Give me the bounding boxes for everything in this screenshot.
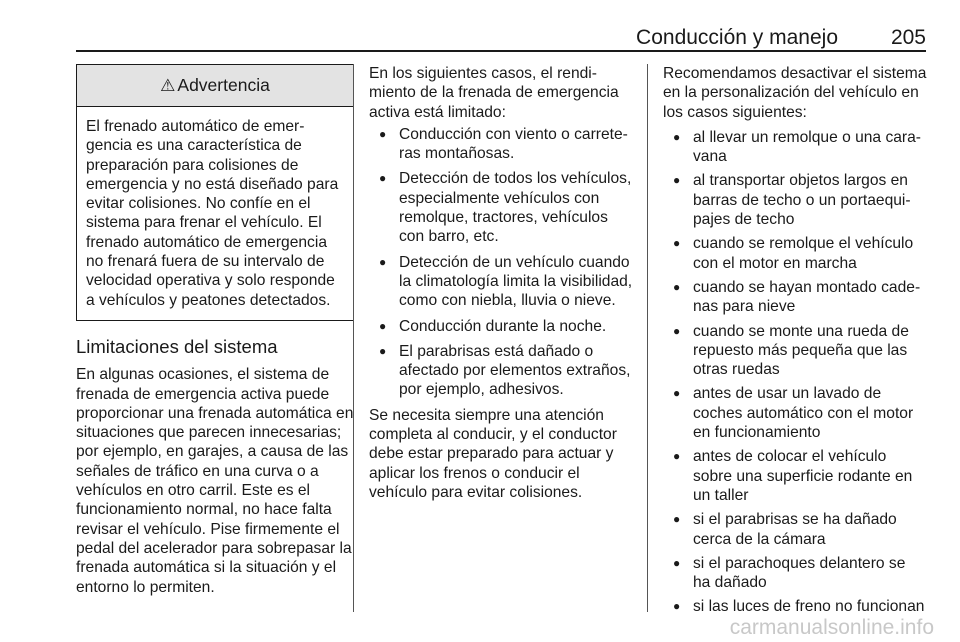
column-2 bbox=[369, 64, 633, 502]
limitations-list bbox=[369, 125, 633, 400]
column-divider-2 bbox=[647, 64, 648, 612]
column2-outro: Se necesita siempre una atención completa al conducir, y el conductor debe estar preparado para actuar y aplicar los frenos o conducir el vehículo para evitar colisiones. bbox=[369, 406, 617, 501]
list-item: ● cuando se remolque el vehículo con el motor en marcha bbox=[663, 234, 927, 273]
column-divider-1 bbox=[353, 64, 354, 612]
list-item: ● antes de usar un lavado de coches automático con el motor en funcionamiento bbox=[663, 384, 927, 442]
warning-triangle-icon: ⚠ bbox=[160, 75, 176, 95]
warning-header bbox=[77, 65, 353, 107]
deactivation-list bbox=[663, 128, 927, 617]
list-item: ● al llevar un remolque o una caravana bbox=[663, 128, 927, 167]
page-header bbox=[76, 18, 926, 52]
list-item: ● cuando se hayan montado cadenas para nieve bbox=[663, 278, 927, 317]
list-item: ● Conducción durante la noche. bbox=[369, 317, 633, 336]
chapter-title: Conducción y manejo bbox=[636, 26, 838, 49]
column3-intro: Recomendamos desactivar el sistema en la personalización del vehículo en los casos siguientes: bbox=[663, 65, 927, 121]
warning-box bbox=[76, 64, 354, 321]
column-1 bbox=[76, 64, 354, 597]
column2-intro: En los siguientes casos, el rendimiento de la frenada de emergencia activa está limitado: bbox=[369, 65, 619, 121]
list-item: ● Detección de un vehículo cuando la climatología limita la visibilidad, como con niebla, lluvia o nieve. bbox=[369, 253, 633, 311]
list-item: ● al transportar objetos largos en barras de techo o un portaequipajes de techo bbox=[663, 171, 927, 229]
warning-title: Advertencia bbox=[177, 74, 270, 95]
list-item: ● Detección de todos los vehículos, especialmente vehículos con remolque, tractores, vehículos con barro, etc. bbox=[369, 169, 633, 246]
section-paragraph: En algunas ocasiones, el sistema de frenada de emergencia activa puede proporcionar una frenada automática en situaciones que parecen innecesarias; por ejemplo, en garajes, a causa de las señales de tráfico en una curva o a vehículos en otro carril. Este es el funcionamiento normal, no hace falta revisar el vehículo. Pise firmemente el pedal del acelerador para sobrepasar la frenada automática si la situación y el entorno lo permiten. bbox=[76, 366, 354, 596]
column-3 bbox=[663, 64, 927, 622]
list-item: ● si el parabrisas se ha dañado cerca de la cámara bbox=[663, 510, 927, 549]
list-item: ● Conducción con viento o carreteras montañosas. bbox=[369, 125, 633, 164]
list-item: ● si las luces de freno no funcionan bbox=[663, 597, 927, 616]
page-number: 205 bbox=[890, 26, 926, 49]
list-item: ● antes de colocar el vehículo sobre una superficie rodante en un taller bbox=[663, 447, 927, 505]
watermark: carmanualsonline.info bbox=[729, 616, 934, 639]
list-item: ● El parabrisas está dañado o afectado por elementos extraños, por ejemplo, adhesivos. bbox=[369, 342, 633, 400]
section-title: Limitaciones del sistema bbox=[76, 335, 278, 357]
list-item: ● cuando se monte una rueda de repuesto más pequeña que las otras ruedas bbox=[663, 322, 927, 380]
warning-text: El frenado automático de emergencia es una característica de preparación para colisiones de emergencia y no está diseñado para evitar colisiones. No confíe en el sistema para frenar el vehículo. El frenado automático de emergencia no frenará fuera de su intervalo de velocidad operativa y solo responde a vehículos y peatones detectados. bbox=[86, 118, 339, 309]
list-item: ● si el parachoques delantero se ha dañado bbox=[663, 554, 927, 593]
